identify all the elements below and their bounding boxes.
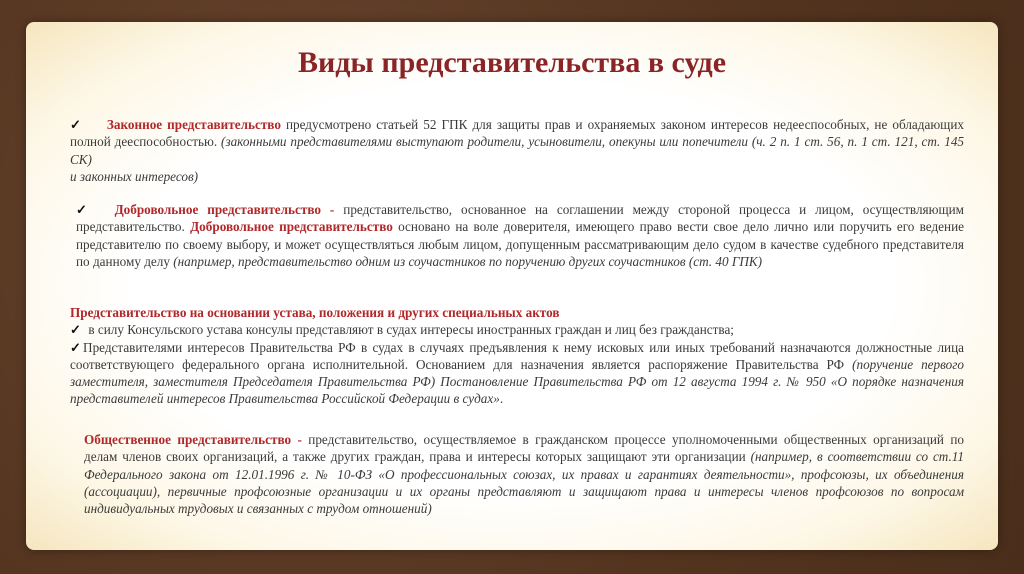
- check-icon: ✓: [70, 339, 84, 355]
- statutory-item-consuls: [70, 321, 964, 338]
- statutory-item-government-italic: (поручение первого заместителя, заместителя Председателя Правительства РФ) Постановление Правительства РФ от 12 августа 1994 г. № 950 «О порядке назначения представителей интересов Правительства Российской Федерации в судах»: [70, 356, 964, 407]
- public-representation-block: [84, 431, 964, 517]
- statutory-item-consuls-text: в силу Консульского устава консулы представляют в судах интересы иностранных граждан и лиц без гражданства;: [85, 322, 734, 338]
- voluntary-representation-term-2: Добровольное представительство: [190, 219, 393, 235]
- statutory-item-government-text: Представителями интересов Правительства РФ в судах в случаях предъявления к нему исковых или иных требований назначаются должностные лица соответствующего федерального органа исполнительной. Основанием для назначения является распоряжение Правительства РФ: [70, 339, 964, 372]
- legal-representation-term: Законное представительство: [106, 117, 281, 132]
- legal-representation-italic-end: и законных интересов): [70, 168, 199, 184]
- legal-representation-block: [70, 116, 964, 185]
- statutory-item-government: [70, 339, 964, 408]
- voluntary-representation-text-2: основано на воле доверителя, имеющего право вести свое дело лично или поручить его ведение представителю по своему выбору, и может осуществляться любым лицом, допущенным рассматривающим дело судом в качестве судебного представителя по данному делу: [76, 219, 965, 269]
- legal-representation-text: предусмотрено статьей 52 ГПК для защиты прав и охраняемых законом интересов недееспособных, не обладающих полной дееспособностью.: [70, 117, 964, 150]
- statutory-item-government-end: .: [499, 391, 504, 407]
- voluntary-representation-paragraph: [76, 201, 964, 270]
- legal-representation-italic: (законными представителями выступают родители, усыновители, опекуны или попечители (ч. 2 п. 1 ст. 56, п. 1 ст. 121, ст. 145 СК): [70, 134, 965, 167]
- voluntary-representation-italic: (например, представительство одним из соучастников по поручению других соучастников (ст. 40 ГПК): [173, 253, 763, 269]
- public-representation-italic: (например, в соответствии со ст.11 Федерального закона от 12.01.1996 г. № 10-ФЗ «О профессиональных союзах, их правах и гарантиях деятельности», профсоюзы, их объединения (ассоциации), первичные профсоюзные организации и их органы представляют и защищают права и интересы членов профсоюзов по вопросам индивидуальных трудовых и связанных с трудом отношений): [84, 449, 964, 517]
- voluntary-representation-text: представительство, основанное на соглашении между стороной процесса и лицом, осуществляющим представительство.: [76, 202, 965, 235]
- legal-representation-paragraph: [70, 116, 964, 168]
- public-representation-paragraph: [84, 431, 964, 517]
- public-representation-text: представительство, осуществляемое в гражданском процессе уполномоченными общественных организаций по делам членов своих организаций, а также других граждан, права и интересы которых защищают эти организации: [84, 432, 964, 465]
- statutory-representation-block: [70, 304, 964, 408]
- voluntary-representation-block: [76, 201, 964, 270]
- check-icon: ✓: [70, 117, 83, 132]
- check-icon: ✓: [76, 202, 93, 217]
- slide-title: Виды представительства в суде: [297, 46, 727, 79]
- public-representation-term: Общественное представительство -: [84, 432, 302, 447]
- voluntary-representation-term: Добровольное представительство -: [114, 202, 335, 217]
- statutory-representation-heading: Представительство на основании устава, положения и других специальных актов: [70, 305, 560, 320]
- check-icon: ✓: [70, 322, 82, 338]
